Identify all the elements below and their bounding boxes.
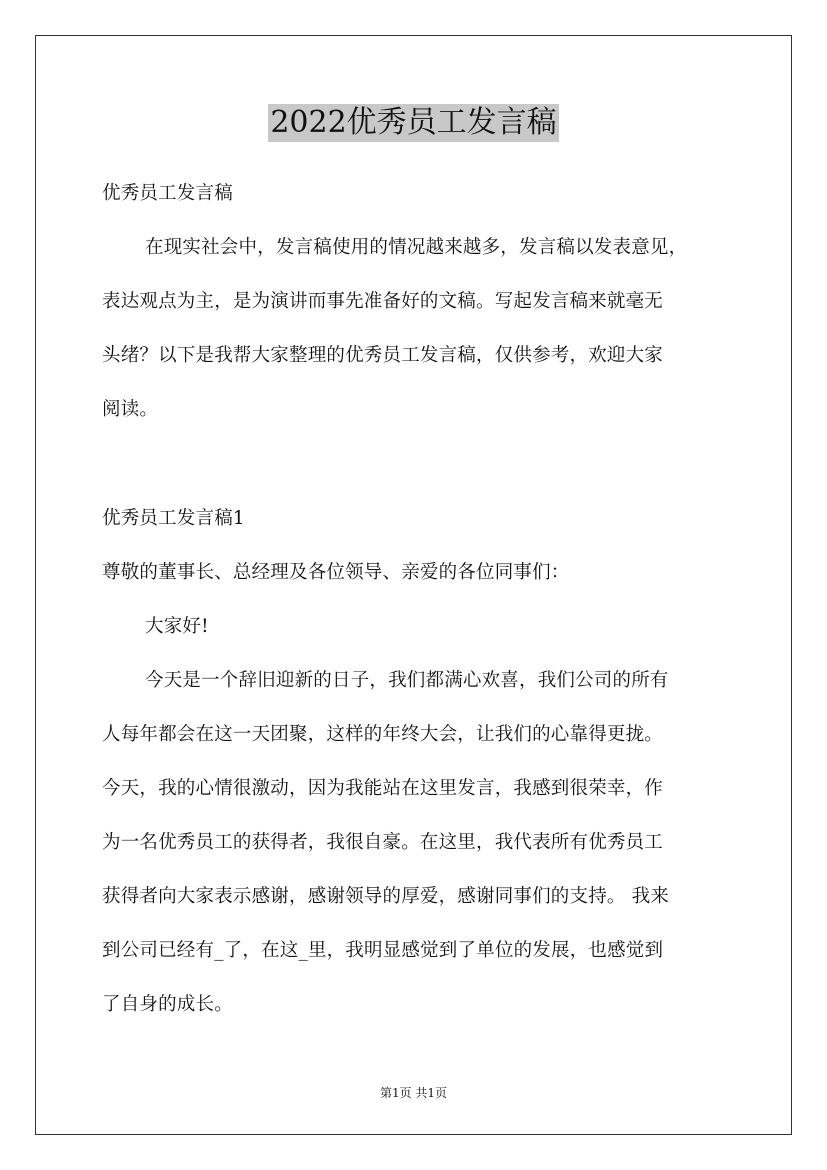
body-line: 为一名优秀员工的获得者，我很自豪。在这里，我代表所有优秀员工	[102, 832, 664, 853]
title-container	[0, 104, 827, 142]
body-line: 人每年都会在这一天团聚，这样的年终大会，让我们的心靠得更拢。	[102, 724, 664, 745]
intro-line: 表达观点为主，是为演讲而事先准备好的文稿。写起发言稿来就毫无	[102, 291, 664, 312]
body-line: 了自身的成长。	[102, 994, 233, 1015]
body-line: 到公司已经有_了，在这_里，我明显感觉到了单位的发展，也感觉到	[102, 940, 664, 961]
body-line: 获得者向大家表示感谢，感谢领导的厚爱，感谢同事们的支持。 我来	[102, 886, 670, 907]
greeting: 大家好!	[145, 616, 209, 637]
salutation: 尊敬的董事长、总经理及各位领导、亲爱的各位同事们：	[102, 562, 570, 583]
document-title: 2022优秀员工发言稿	[270, 105, 557, 140]
body-line: 今天是一个辞旧迎新的日子，我们都满心欢喜，我们公司的所有	[145, 670, 669, 691]
section-heading: 优秀员工发言稿1	[102, 508, 245, 529]
document-subtitle: 优秀员工发言稿	[102, 183, 233, 204]
intro-line: 阅读。	[102, 399, 159, 420]
intro-line: 头绪？以下是我帮大家整理的优秀员工发言稿，仅供参考，欢迎大家	[102, 345, 664, 366]
page-number-footer: 第1页 共1页	[379, 1086, 448, 1100]
body-line: 今天，我的心情很激动，因为我能站在这里发言，我感到很荣幸，作	[102, 778, 664, 799]
intro-line: 在现实社会中，发言稿使用的情况越来越多，发言稿以发表意见，	[145, 237, 688, 258]
